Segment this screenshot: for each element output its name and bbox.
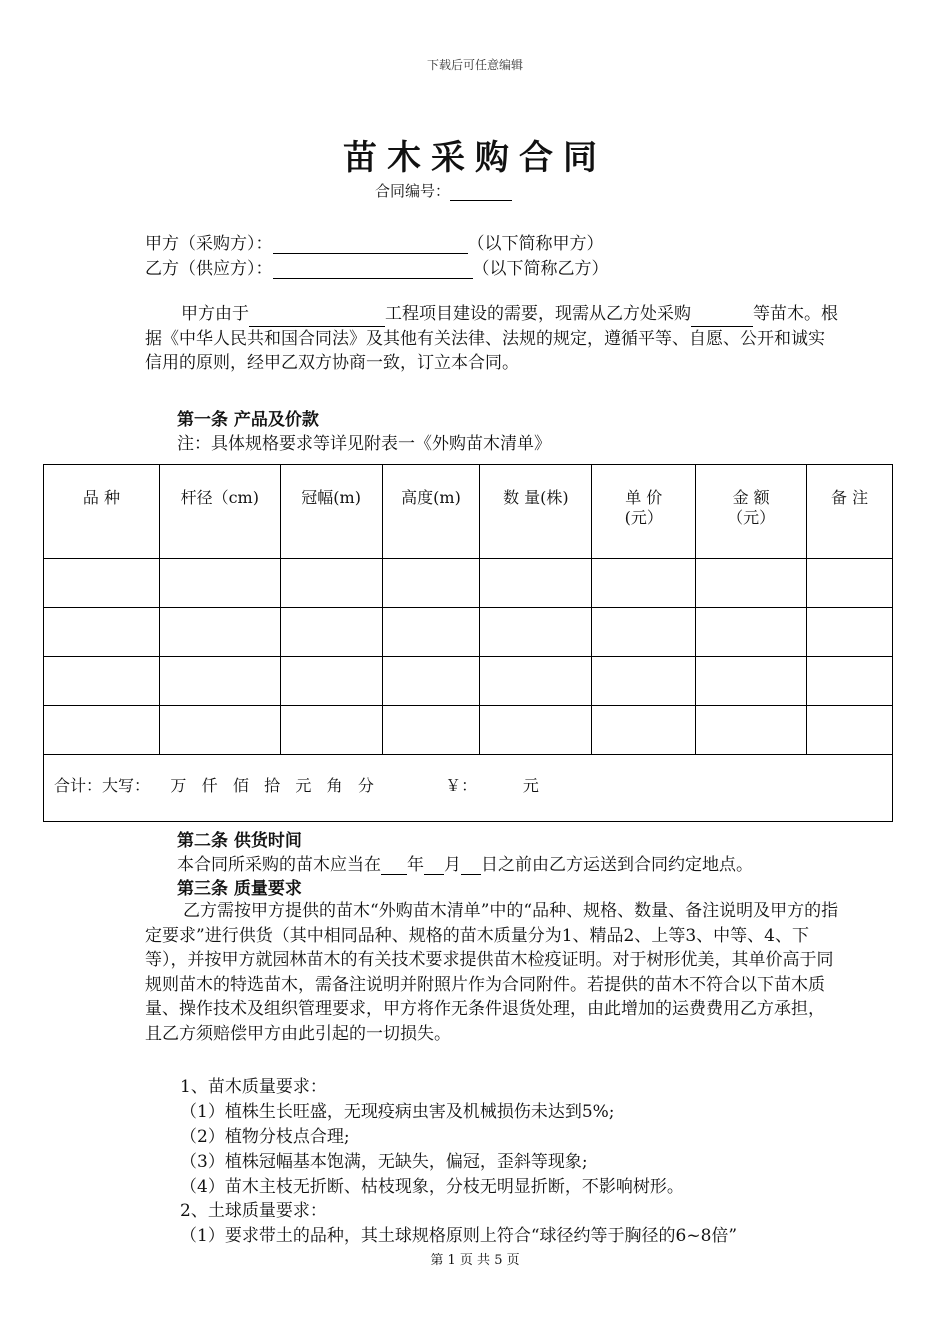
table-cell[interactable] bbox=[44, 559, 160, 608]
table-cell[interactable] bbox=[159, 608, 280, 657]
contract-number-blank[interactable] bbox=[450, 184, 512, 201]
table-cell[interactable] bbox=[696, 559, 807, 608]
table-cell[interactable] bbox=[159, 559, 280, 608]
month-blank[interactable] bbox=[424, 858, 444, 875]
table-cell[interactable] bbox=[382, 706, 480, 755]
article2-text bbox=[177, 850, 753, 875]
party-a-label: 甲方（采购方）： bbox=[145, 234, 273, 254]
table-cell[interactable] bbox=[159, 706, 280, 755]
article2-year: 年 bbox=[407, 855, 424, 875]
header-unit-price-unit: (元） bbox=[624, 508, 663, 527]
party-b-label: 乙方（供应方）： bbox=[145, 259, 273, 279]
total-amount-cell[interactable]: 合计：大写： 万 仟 佰 拾 元 角 分 ￥： 元 bbox=[44, 755, 893, 822]
table-cell[interactable] bbox=[280, 608, 382, 657]
header-height: 高度(m) bbox=[382, 465, 480, 559]
table-cell[interactable] bbox=[480, 608, 592, 657]
project-blank[interactable] bbox=[249, 310, 385, 327]
table-cell[interactable] bbox=[280, 706, 382, 755]
quality-subheading: 1、苗木质量要求： bbox=[180, 1077, 327, 1097]
species-blank[interactable] bbox=[691, 310, 753, 327]
intro-text-1: 甲方由于 bbox=[181, 304, 249, 324]
article2-heading: 第二条 供货时间 bbox=[177, 831, 302, 851]
table-cell[interactable] bbox=[807, 559, 893, 608]
table-row bbox=[44, 657, 893, 706]
party-b-blank[interactable] bbox=[273, 262, 473, 279]
table-cell[interactable] bbox=[382, 608, 480, 657]
document-title: 苗木采购合同 bbox=[343, 138, 607, 178]
quality-item-2: （2）植物分枝点合理; bbox=[180, 1127, 350, 1147]
header-amount bbox=[696, 465, 807, 559]
party-a-suffix: （以下简称甲方） bbox=[467, 234, 604, 254]
table-cell[interactable] bbox=[592, 608, 696, 657]
article3-heading: 第三条 质量要求 bbox=[177, 879, 302, 899]
header-amount-unit: （元） bbox=[727, 508, 776, 527]
table-cell[interactable] bbox=[280, 559, 382, 608]
table-row bbox=[44, 559, 893, 608]
soil-ball-item-1: （1）要求带土的品种，其土球规格原则上符合“球径约等于胸径的6~8倍” bbox=[180, 1226, 738, 1246]
table-cell[interactable] bbox=[696, 657, 807, 706]
table-cell[interactable] bbox=[592, 559, 696, 608]
intro-text-3: 等苗木。根据《中华人民共和国合同法》及其他有关法律、法规的规定，遵循平等、自愿、公开和诚实信用的原则，经甲乙双方协商一致，订立本合同。 bbox=[145, 304, 838, 373]
quality-item-3: （3）植株冠幅基本饱满，无缺失，偏冠，歪斜等现象; bbox=[180, 1152, 588, 1172]
header-crown-width: 冠幅(m) bbox=[280, 465, 382, 559]
header-note: 下载后可任意编辑 bbox=[426, 58, 523, 72]
page-footer: 第 1 页 共 5 页 bbox=[430, 1253, 520, 1268]
table-cell[interactable] bbox=[807, 608, 893, 657]
party-b-line bbox=[145, 254, 609, 279]
table-total-row bbox=[44, 755, 893, 822]
header-quantity: 数 量(株) bbox=[480, 465, 592, 559]
contract-number bbox=[375, 180, 512, 201]
article2-month: 月 bbox=[444, 855, 461, 875]
table-cell[interactable] bbox=[696, 608, 807, 657]
table-cell[interactable] bbox=[807, 706, 893, 755]
header-caliper: 杆径（cm) bbox=[159, 465, 280, 559]
year-blank[interactable] bbox=[381, 858, 407, 875]
table-cell[interactable] bbox=[159, 657, 280, 706]
article2-text-1: 本合同所采购的苗木应当在 bbox=[177, 855, 381, 875]
table-cell[interactable] bbox=[382, 559, 480, 608]
table-cell[interactable] bbox=[382, 657, 480, 706]
quality-item-1: （1）植株生长旺盛，无现疫病虫害及机械损伤未达到5%; bbox=[180, 1102, 615, 1122]
soil-ball-subheading: 2、土球质量要求： bbox=[180, 1201, 327, 1221]
party-b-suffix: （以下简称乙方） bbox=[472, 259, 609, 279]
article1-note: 注：具体规格要求等详见附表一《外购苗木清单》 bbox=[177, 434, 551, 454]
table-cell[interactable] bbox=[280, 657, 382, 706]
party-a-blank[interactable] bbox=[273, 237, 468, 254]
table-header-row bbox=[44, 465, 893, 559]
header-unit-price-label: 单 价 bbox=[625, 488, 663, 507]
table-cell[interactable] bbox=[44, 706, 160, 755]
table-cell[interactable] bbox=[592, 706, 696, 755]
table-cell[interactable] bbox=[592, 657, 696, 706]
table-cell[interactable] bbox=[480, 706, 592, 755]
table-row bbox=[44, 706, 893, 755]
intro-text-2: 工程项目建设的需要，现需从乙方处采购 bbox=[385, 304, 691, 324]
table-cell[interactable] bbox=[696, 706, 807, 755]
table-cell[interactable] bbox=[480, 559, 592, 608]
day-blank[interactable] bbox=[461, 858, 481, 875]
header-amount-label: 金 额 bbox=[732, 488, 770, 507]
header-species: 品 种 bbox=[44, 465, 160, 559]
article1-heading: 第一条 产品及价款 bbox=[177, 410, 319, 430]
goods-table bbox=[43, 464, 893, 822]
header-remarks: 备 注 bbox=[807, 465, 893, 559]
article2-text-4: 日之前由乙方运送到合同约定地点。 bbox=[481, 855, 753, 875]
header-unit-price bbox=[592, 465, 696, 559]
table-cell[interactable] bbox=[480, 657, 592, 706]
party-a-line bbox=[145, 229, 604, 254]
table-cell[interactable] bbox=[807, 657, 893, 706]
article3-body: 乙方需按甲方提供的苗木“外购苗木清单”中的“品种、规格、数量、备注说明及甲方的指定要求”进行供货（其中相同品种、规格的苗木质量分为1、精品2、上等3、中等、4、下等），并按甲方就园林苗木的有关技术要求提供苗木检疫证明。对于树形优美，其单价高于同规则苗木的特选苗木，需备注说明并附照片作为合同附件。若提供的苗木不符合以下苗木质量、操作技术及组织管理要求，甲方将作无条件退货处理，由此增加的运费费用乙方承担，且乙方须赔偿甲方由此引起的一切损失。 bbox=[145, 901, 839, 1044]
contract-number-label: 合同编号： bbox=[375, 182, 451, 200]
quality-item-4: （4）苗木主枝无折断、枯枝现象，分枝无明显折断，不影响树形。 bbox=[180, 1177, 684, 1197]
table-cell[interactable] bbox=[44, 657, 160, 706]
table-cell[interactable] bbox=[44, 608, 160, 657]
intro-paragraph bbox=[145, 302, 840, 376]
table-row bbox=[44, 608, 893, 657]
